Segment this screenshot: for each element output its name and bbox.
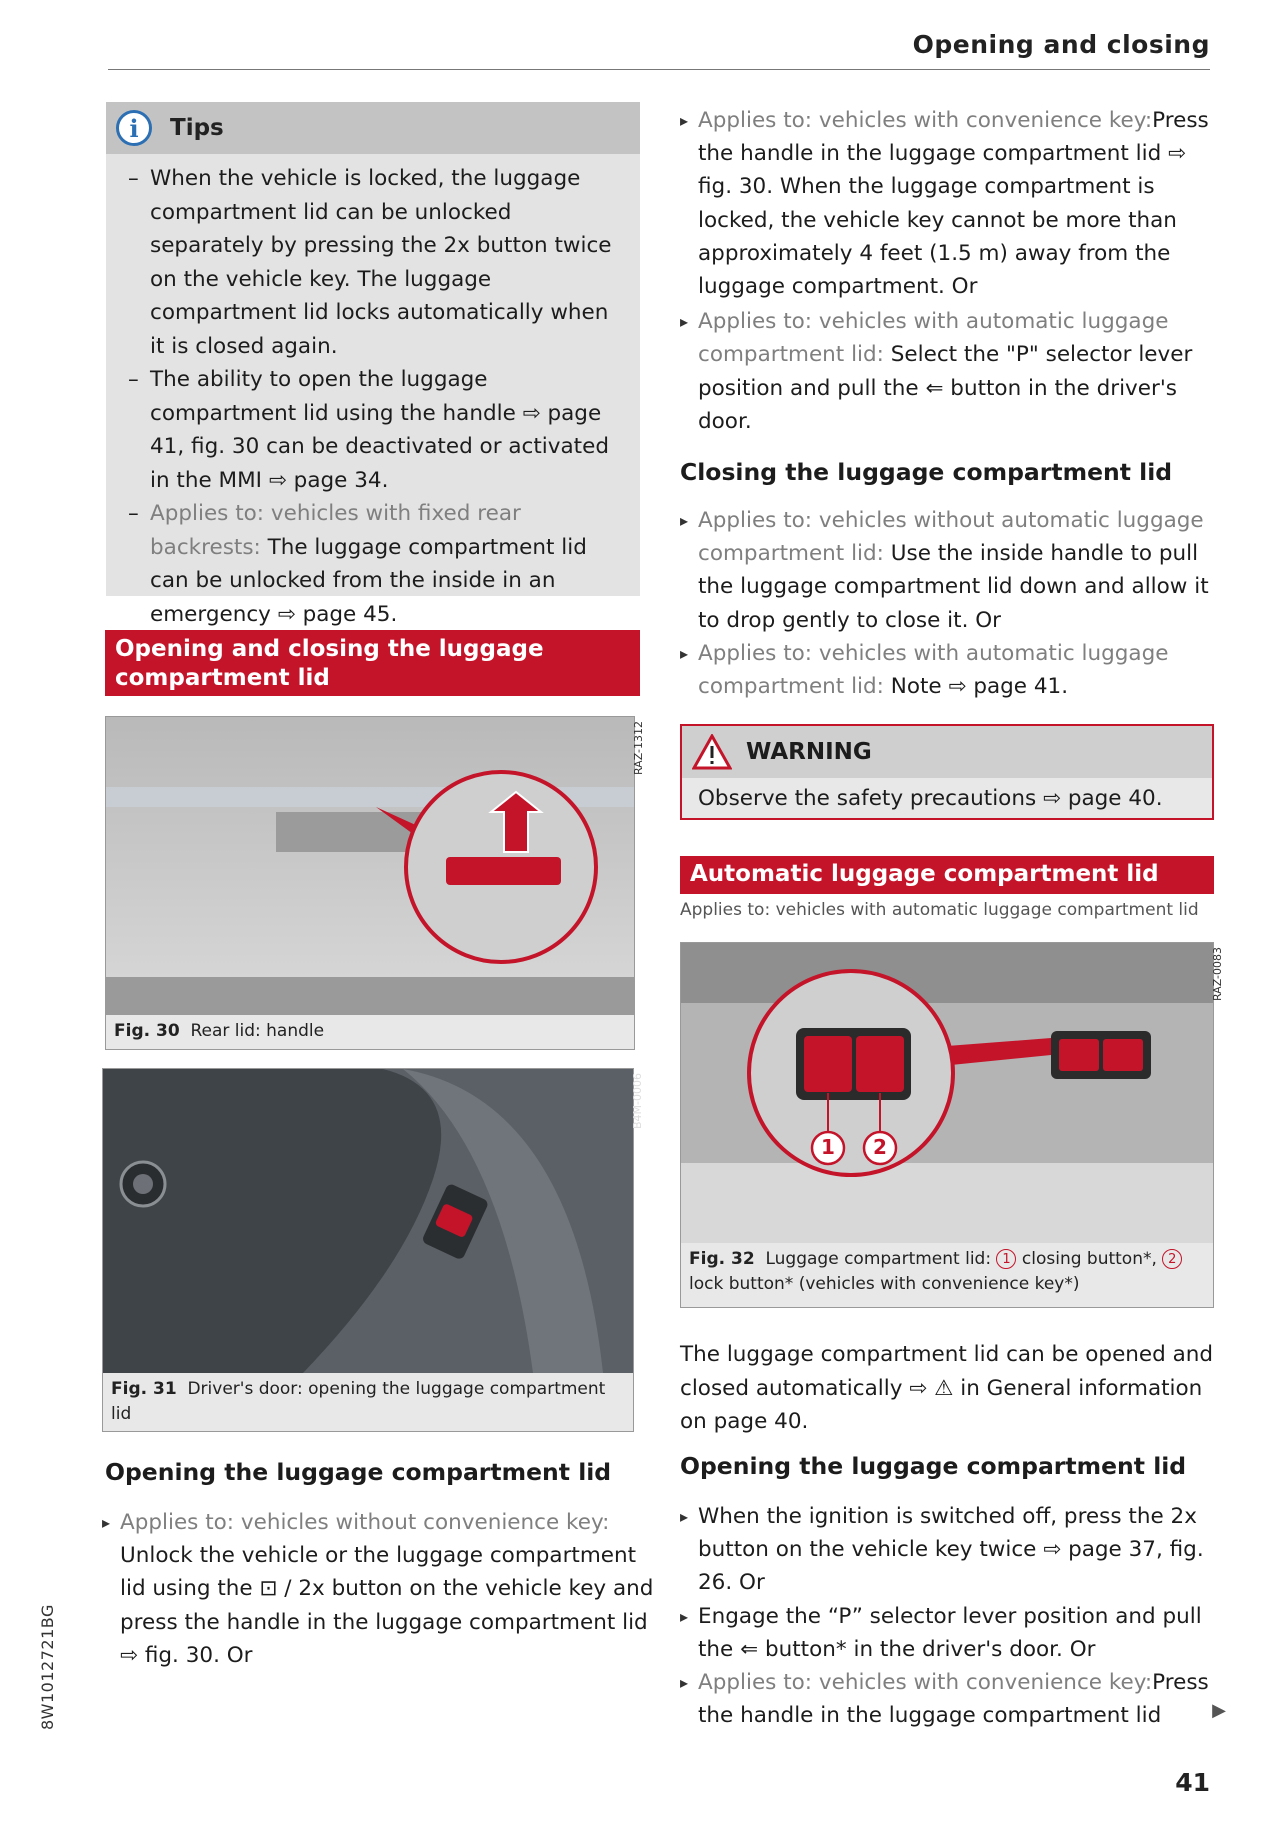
tips-box bbox=[106, 102, 640, 627]
figure-label: Fig. 31 bbox=[111, 1379, 177, 1399]
bullet-item bbox=[680, 305, 1215, 438]
tip-text: When the vehicle is locked, the luggage compartment lid can be unlocked separately by pressing the 2x button twice on the vehicle key. The luggage compartment lid locks automatically when it is closed again. bbox=[150, 166, 612, 359]
caption-part: closing button*, bbox=[1016, 1249, 1163, 1269]
closing-bullets bbox=[680, 504, 1215, 703]
tip-item bbox=[122, 363, 626, 497]
warning-title: WARNING bbox=[746, 739, 872, 765]
bullet-text: Engage the “P” selector lever position and pull the ⇐ button* in the driver's door. Or bbox=[698, 1603, 1202, 1662]
tip-text: The luggage compartment lid can be unlocked from the inside in an emergency ⇨ page 45. bbox=[150, 534, 587, 627]
bullet-item bbox=[680, 1600, 1215, 1666]
bullet-item bbox=[680, 637, 1215, 703]
applies-to-note: Applies to: vehicles with automatic luggage compartment lid: bbox=[698, 309, 1169, 368]
lid-buttons-illustration bbox=[681, 943, 1213, 1243]
figure-code: RAZ-0083 bbox=[1211, 947, 1224, 1002]
callout-2-label: 2 bbox=[873, 1135, 887, 1159]
rear-lid-illustration bbox=[106, 717, 634, 1015]
caption-part: Luggage compartment lid: bbox=[765, 1249, 997, 1269]
figure-30 bbox=[105, 716, 645, 1050]
tip-item bbox=[122, 497, 626, 631]
bullet-text: Use the inside handle to pull the luggage compartment lid down and allow it to drop gently to close it. Or bbox=[698, 541, 1209, 633]
bullet-item bbox=[680, 504, 1215, 637]
info-icon: i bbox=[116, 110, 152, 146]
document-code: 8W1012721BG bbox=[38, 1604, 57, 1730]
applies-to-note: Applies to: vehicles without automatic luggage compartment lid: bbox=[698, 508, 1204, 567]
tips-header bbox=[106, 102, 640, 154]
heading-opening-lid-right: Opening the luggage compartment lid bbox=[680, 1452, 1187, 1480]
figure-31 bbox=[102, 1068, 644, 1432]
figure-label: Fig. 30 bbox=[114, 1021, 180, 1041]
bullet-text: Select the "P" selector lever position and pull the ⇐ button in the driver's door. bbox=[698, 342, 1193, 434]
applies-to-note: Applies to: vehicles with convenience key: bbox=[698, 108, 1153, 133]
callout-1-icon: 1 bbox=[996, 1249, 1016, 1269]
header-divider bbox=[108, 69, 1210, 70]
applies-to-note: Applies to: vehicles with convenience key: bbox=[698, 1670, 1153, 1696]
figure-caption bbox=[103, 1373, 633, 1431]
warning-box bbox=[680, 724, 1214, 820]
warning-header bbox=[682, 726, 1212, 778]
page-header-title: Opening and closing bbox=[912, 30, 1210, 59]
bullet-text: Press the handle in the luggage compartment lid ⇨ fig. 30. When the luggage compartment is locked, the vehicle key cannot be more than approximately 4 feet (1.5 m) away from the luggage compartment. Or bbox=[698, 108, 1209, 300]
figure-caption bbox=[681, 1243, 1213, 1301]
figure-code: B4M-0006 bbox=[631, 1073, 644, 1129]
tip-text: The ability to open the luggage compartment lid using the handle ⇨ page 41, fig. 30 can be deactivated or activated in the MMI ⇨ page 34. bbox=[150, 367, 609, 493]
figure-32 bbox=[680, 942, 1224, 1308]
applies-to-note: Applies to: vehicles with fixed rear backrests: bbox=[150, 501, 521, 560]
right-top-bullets bbox=[680, 104, 1215, 438]
bullet-text: Note ⇨ page 41. bbox=[883, 674, 1069, 700]
tip-item bbox=[122, 162, 626, 363]
applies-to-note: Applies to: vehicles without convenience key: bbox=[120, 1510, 610, 1535]
callout-2-icon: 2 bbox=[1162, 1249, 1182, 1269]
driver-door-illustration bbox=[103, 1069, 633, 1373]
heading-closing-lid: Closing the luggage compartment lid bbox=[680, 458, 1173, 486]
applies-to-note: Applies to: vehicles with automatic luggage compartment lid: bbox=[698, 640, 1169, 700]
heading-opening-lid-left: Opening the luggage compartment lid bbox=[105, 1458, 612, 1486]
warning-text: Observe the safety precautions ⇨ page 40. bbox=[698, 786, 1163, 811]
tips-list bbox=[106, 154, 640, 631]
bullet-item bbox=[680, 1500, 1215, 1600]
bullet-item bbox=[102, 1506, 660, 1672]
opening-bullets-right bbox=[680, 1500, 1215, 1732]
bullet-text: Press the handle in the luggage compartment lid bbox=[698, 1670, 1209, 1729]
figure-code: RAZ-1312 bbox=[632, 721, 645, 776]
bullet-text: When the ignition is switched off, press the 2x button on the vehicle key twice ⇨ page 37, fig. 26. Or bbox=[698, 1504, 1204, 1596]
applies-to-line: Applies to: vehicles with automatic luggage compartment lid bbox=[680, 900, 1199, 920]
figure-caption bbox=[106, 1015, 634, 1048]
figure-label: Fig. 32 bbox=[689, 1249, 755, 1269]
caption-part: lock button* (vehicles with convenience key*) bbox=[689, 1274, 1080, 1294]
continue-arrow-icon: ▶ bbox=[1212, 1700, 1226, 1721]
tips-title: Tips bbox=[170, 115, 224, 141]
figure-caption-text: Rear lid: handle bbox=[190, 1021, 325, 1041]
section-title-opening-closing: Opening and closing the luggage compartment lid bbox=[105, 630, 640, 696]
warning-triangle-icon bbox=[692, 734, 732, 770]
bullet-text: Unlock the vehicle or the luggage compartment lid using the ⊡ / 2x button on the vehicle key and press the handle in the luggage compartment lid ⇨ fig. 30. Or bbox=[120, 1543, 654, 1668]
bullet-item bbox=[680, 104, 1215, 303]
figure-caption-text: Driver's door: opening the luggage compartment lid bbox=[111, 1379, 606, 1424]
section-title-automatic-lid: Automatic luggage compartment lid bbox=[680, 856, 1214, 894]
bullet-item bbox=[680, 1666, 1215, 1732]
automatic-lid-paragraph: The luggage compartment lid can be opened and closed automatically ⇨ ⚠ in General information on page 40. bbox=[680, 1342, 1214, 1434]
callout-1-label: 1 bbox=[821, 1135, 835, 1159]
page-number: 41 bbox=[1175, 1768, 1210, 1797]
